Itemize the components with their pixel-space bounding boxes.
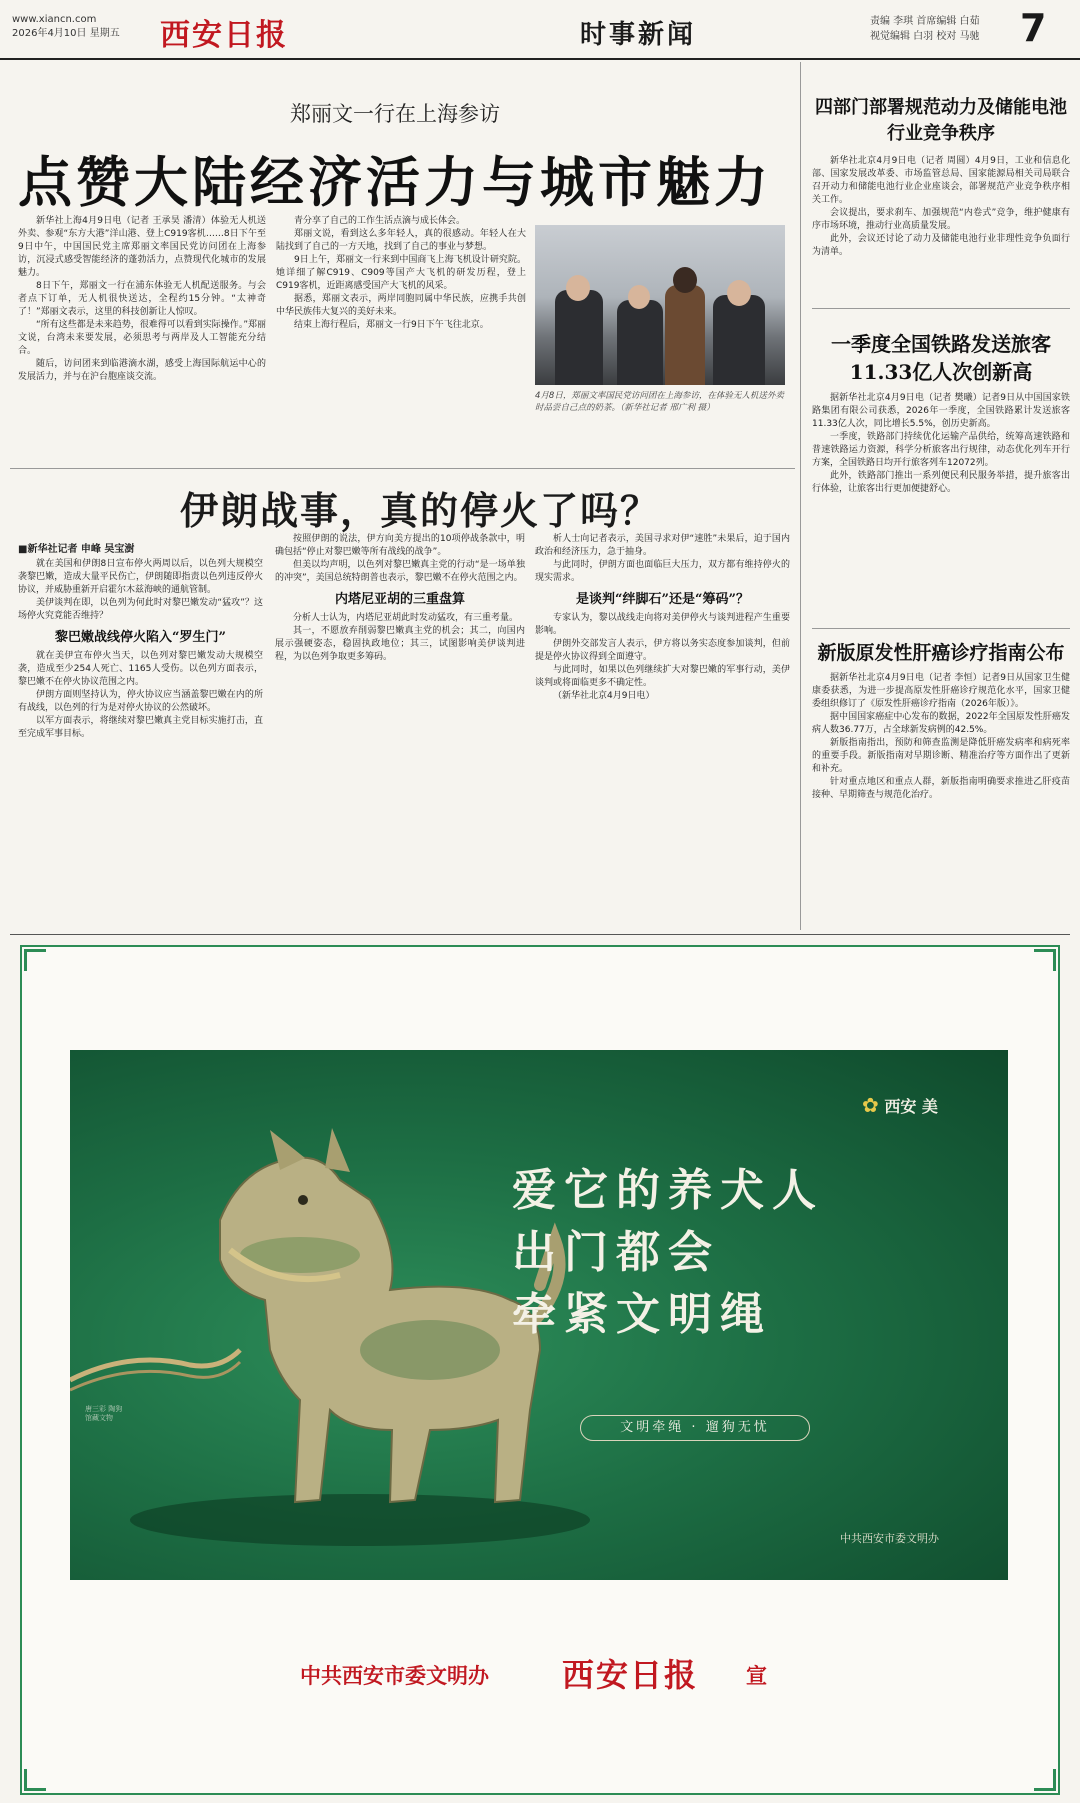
lead-paragraph: 郑丽文说，看到这么多年轻人，真的很感动。年轻人在大陆找到了自己的一方天地，找到了自己的事业与梦想。 <box>276 229 526 252</box>
iran-paragraph: 伊朗方面则坚持认为，停火协议应当涵盖黎巴嫩在内的所有战线，以色列的行为是对停火协议的公然破坏。 <box>18 690 263 713</box>
slogan-line: 爱它的养犬人 <box>512 1165 824 1216</box>
lead-paragraph: 青分享了自己的工作生活点滴与成长体会。 <box>294 216 466 226</box>
right-story-2 <box>812 392 1070 617</box>
iran-paragraph: （新华社北京4月9日电） <box>553 691 655 701</box>
right-paragraph: 此外，铁路部门推出一系列便民利民服务举措，提升旅客出行体验，让旅客出行更加便捷舒心。 <box>812 471 1070 494</box>
page-header <box>0 0 1080 60</box>
photo-figure-head <box>727 280 751 306</box>
iran-paragraph: 就在美伊宣布停火当天，以色列对黎巴嫩发动大规模空袭，造成至少254人死亡、1165人受伤。以色列方面表示，黎巴嫩不在停火协议范围之内。 <box>18 651 263 687</box>
lead-paragraph: “所有这些都是未来趋势，很难得可以看到实际操作。”郑丽文说，台湾未来要发展，必须思考与两岸及人工智能充分结合。 <box>18 320 266 356</box>
ad-organizer: 中共西安市委文明办 <box>840 1532 939 1545</box>
iran-paragraph: 析人士向记者表示，美国寻求对伊“速胜”未果后，迫于国内政治和经济压力，急于抽身。 <box>535 534 790 557</box>
right-divider <box>812 628 1070 629</box>
photo-figure-head <box>673 267 697 293</box>
iran-paragraph: 按照伊朗的说法，伊方向美方提出的10项停战条款中，明确包括“停止对黎巴嫩等所有战线的战争”。 <box>275 534 525 557</box>
lead-paragraph: 8日下午，郑丽文一行在浦东体验无人机配送服务。与会者点下订单，无人机很快送达，全程约15分钟。“太神奇了！”郑丽文表示，这里的科技创新让人惊叹。 <box>18 281 266 317</box>
iran-column-3 <box>535 533 790 928</box>
frame-corner <box>24 1769 46 1791</box>
slogan-line: 出门都会 <box>512 1227 720 1278</box>
frame-corner <box>1034 949 1056 971</box>
ad-brand-mark <box>862 1095 952 1135</box>
footer-logo: 西安日报 <box>562 1656 699 1694</box>
lead-kicker: 郑丽文一行在上海参访 <box>290 102 500 126</box>
iran-headline: 伊朗战事，真的停火了吗？ <box>179 488 660 533</box>
photo-figure <box>665 285 705 385</box>
iran-paragraph: 其一，不愿放弃削弱黎巴嫩真主党的机会；其二，向国内展示强硬姿态，稳固执政地位；其三，试图影响美伊谈判进程，为以色列争取更多筹码。 <box>275 626 525 662</box>
footer-publicity-mark: 宣 <box>746 1664 767 1688</box>
right-paragraph: 新版指南指出，预防和筛查监测是降低肝癌发病率和病死率的重要手段。新版指南对早期诊断、精准治疗等方面作出了更新和补充。 <box>812 738 1070 774</box>
iran-byline: ■新华社记者 申峰 吴宝澍 <box>18 544 135 555</box>
photo-caption: 4月8日，郑丽文率国民党访问团在上海参访，在体验无人机送外卖时品尝自己点的奶茶。（新华社记者 邢广利 摄） <box>535 391 784 413</box>
photo-figure <box>555 290 603 385</box>
right-paragraph: 新华社北京4月9日电（记者 周圆）4月9日，工业和信息化部、国家发展改革委、市场监管总局、国家能源局相关司局联合召开动力和储能电池行业企业座谈会，部署规范产业竞争秩序相关工作。 <box>812 156 1070 205</box>
lead-paragraph: 9日上午，郑丽文一行来到中国商飞上海飞机设计研究院。她详细了解C919、C909等国产大飞机的研发历程，登上C919客机，近距离感受国产大飞机的风采。 <box>276 255 526 291</box>
right-paragraph: 会议提出，要求刹车、加强规范“内卷式”竞争，维护健康有序市场环境，推动行业高质量发展。 <box>812 208 1070 231</box>
site-url: www.xiancn.com <box>12 14 97 25</box>
ad-tagline-pill: 文明牵绳 · 遛狗无忧 <box>580 1415 810 1441</box>
iran-paragraph: 与此同时，伊朗方面也面临巨大压力，双方都有维持停火的现实需求。 <box>535 560 790 583</box>
photo-figure-head <box>628 285 650 309</box>
right-story-1 <box>812 155 1070 290</box>
footer-organizer: 中共西安市委文明办 <box>300 1664 489 1688</box>
iran-paragraph: 分析人士认为，内塔尼亚胡此时发动猛攻，有三重考量。 <box>293 613 519 623</box>
editor-credits <box>870 14 980 44</box>
masthead-logo: 西安日报 <box>160 18 288 53</box>
iran-paragraph: 但美以均声明，以色列对黎巴嫩真主党的行动“是一场单独的冲突”，美国总统特朗普也表示，黎巴嫩不在停火范围之内。 <box>275 560 525 583</box>
right-paragraph: 据新华社北京4月9日电（记者 樊曦）记者9日从中国国家铁路集团有限公司获悉，2026年一季度，全国铁路累计发送旅客11.33亿人次，同比增长5.5%，创历史新高。 <box>812 393 1070 429</box>
lead-column-2 <box>276 215 526 460</box>
iran-subhead-1: 黎巴嫩战线停火陷入“罗生门” <box>55 630 226 645</box>
right-headline-2: 一季度全国铁路发送旅客11.33亿人次创新高 <box>831 332 1051 384</box>
frame-corner <box>24 949 46 971</box>
lead-paragraph: 新华社上海4月9日电（记者 王承昊 潘清）体验无人机送外卖、参观“东方大港”洋山港、登上C919客机……8日下午至9日中午，中国国民党主席郑丽文率国民党访问团在上海参访，沉浸式感受智能经济的蓬勃活力，点赞现代化城市的发展魅力。 <box>18 216 266 278</box>
main-divider <box>800 62 801 930</box>
right-paragraph: 据中国国家癌症中心发布的数据，2022年全国原发性肝癌发病人数36.77万，占全球新发病例的42.5%。 <box>812 712 1070 735</box>
ad-brand-text: 西安 美 <box>884 1097 938 1116</box>
editor-line-2: 视觉编辑 白羽 校对 马驰 <box>870 31 980 42</box>
brand-flower-icon: ✿ <box>862 1093 879 1117</box>
lead-paragraph: 结束上海行程后，郑丽文一行9日下午飞往北京。 <box>294 320 489 330</box>
editor-line-1: 责编 李琪 首席编辑 白茹 <box>870 16 980 27</box>
slogan-line: 牵紧文明绳 <box>512 1289 772 1340</box>
iran-subhead-2: 内塔尼亚胡的三重盘算 <box>334 592 465 607</box>
ad-artifact-note: 唐三彩 陶狗 馆藏文物 <box>85 1405 123 1422</box>
right-headline-3: 新版原发性肝癌诊疗指南公布 <box>817 642 1065 664</box>
photo-figure <box>617 300 663 385</box>
right-story-3 <box>812 672 1070 927</box>
lead-headline: 点赞大陆经济活力与城市魅力 <box>18 150 772 214</box>
story-divider <box>10 468 795 469</box>
right-divider <box>812 308 1070 309</box>
page-number: 7 <box>1020 6 1047 50</box>
frame-corner <box>1034 1769 1056 1791</box>
photo-figure <box>713 295 765 385</box>
iran-subhead-3: 是谈判“绊脚石”还是“筹码”？ <box>576 592 749 607</box>
lead-paragraph: 随后，访问团来到临港滴水湖，感受上海国际航运中心的发展活力，并与在沪台胞座谈交流。 <box>18 359 266 382</box>
iran-paragraph: 伊朗外交部发言人表示，伊方将以务实态度参加谈判，但前提是停火协议得到全面遵守。 <box>535 639 790 662</box>
iran-paragraph: 专家认为，黎以战线走向将对美伊停火与谈判进程产生重要影响。 <box>535 613 790 636</box>
right-paragraph: 一季度，铁路部门持续优化运输产品供给，统筹高速铁路和普速铁路运力资源，科学分析旅客出行规律，动态优化列车开行方案，全国铁路日均开行旅客列车12072列。 <box>812 432 1070 468</box>
photo-figure-head <box>566 275 590 301</box>
news-photo <box>535 225 785 385</box>
ad-divider <box>10 934 1070 935</box>
section-title: 时事新闻 <box>580 20 697 50</box>
iran-column-1 <box>18 543 263 928</box>
iran-paragraph: 就在美国和伊朗8日宣布停火两周以后，以色列大规模空袭黎巴嫩，造成大量平民伤亡，伊朗随即指责以色列违反停火协议，并威胁重新开启霍尔木兹海峡的通航管制。 <box>18 559 263 595</box>
right-headline-1: 四部门部署规范动力及储能电池行业竞争秩序 <box>815 97 1067 144</box>
iran-paragraph: 与此同时，如果以色列继续扩大对黎巴嫩的军事行动，美伊谈判或将面临更多不确定性。 <box>535 665 790 688</box>
iran-paragraph: 美伊谈判在即，以色列为何此时对黎巴嫩发动“猛攻”？这场停火究竟能否维持？ <box>18 598 263 621</box>
header-site <box>12 13 120 41</box>
lead-paragraph: 据悉，郑丽文表示，两岸同胞同属中华民族，应携手共创中华民族伟大复兴的美好未来。 <box>276 294 526 317</box>
right-paragraph: 针对重点地区和重点人群，新版指南明确要求推进乙肝疫苗接种、早期筛查与规范化治疗。 <box>812 777 1070 800</box>
right-paragraph: 据新华社北京4月9日电（记者 李恒）记者9日从国家卫生健康委获悉，为进一步提高原发性肝癌诊疗规范化水平，国家卫健委组织修订了《原发性肝癌诊疗指南（2026年版）》。 <box>812 673 1070 709</box>
iran-paragraph: 以军方面表示，将继续对黎巴嫩真主党目标实施打击，直至完成军事目标。 <box>18 716 263 739</box>
right-paragraph: 此外，会议还讨论了动力及储能电池行业非理性竞争负面行为清单。 <box>812 234 1070 257</box>
ad-slogan <box>512 1160 892 1346</box>
lead-column-1 <box>18 215 266 460</box>
iran-column-2 <box>275 533 525 928</box>
issue-date: 2026年4月10日 星期五 <box>12 28 120 39</box>
